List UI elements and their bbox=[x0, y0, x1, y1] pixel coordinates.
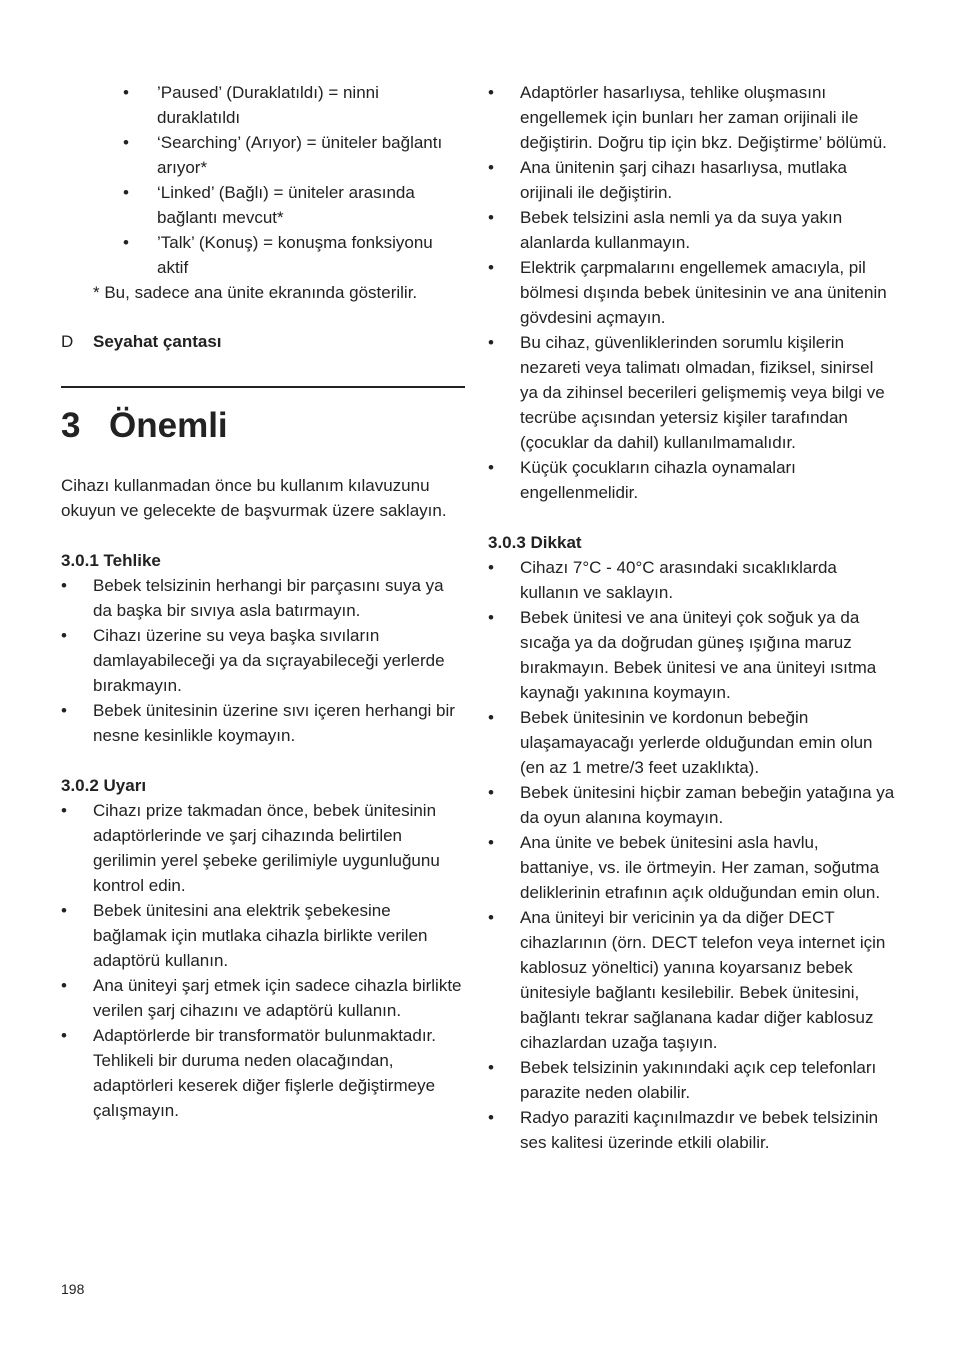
list-item: • Elektrik çarpmalarını engellemek amacıyla, pil bölmesi dışında bebek ünitesinin ve ana ünitenin gövdesini açmayın. bbox=[488, 255, 896, 330]
item-d-letter: D bbox=[61, 332, 74, 351]
danger-list bbox=[61, 573, 465, 748]
list-item: • Bebek ünitesinin ve kordonun bebeğin ulaşamayacağı yerlerde olduğundan emin olun (en az 1 metre/3 feet uzaklıkta). bbox=[488, 705, 896, 780]
list-item: • ’Paused’ (Duraklatıldı) = ninni duraklatıldı bbox=[123, 80, 465, 130]
list-item: • ’Talk’ (Konuş) = konuşma fonksiyonu aktif bbox=[123, 230, 465, 280]
list-item: • ‘Linked’ (Bağlı) = üniteler arasında bağlantı mevcut* bbox=[123, 180, 465, 230]
section-heading-danger: 3.0.1 Tehlike bbox=[61, 551, 161, 570]
caution-list bbox=[488, 555, 896, 1155]
intro-paragraph: Cihazı kullanmadan önce bu kullanım kılavuzunu okuyun ve gelecekte de başvurmak üzere saklayın. bbox=[61, 476, 447, 520]
chapter-title-text: Önemli bbox=[109, 406, 228, 445]
status-list bbox=[123, 80, 465, 280]
warning-list bbox=[61, 798, 465, 1123]
footnote: * Bu, sadece ana ünite ekranında gösterilir. bbox=[93, 283, 418, 302]
item-d bbox=[61, 329, 465, 354]
list-item: • Cihazı prize takmadan önce, bebek ünitesinin adaptörlerinde ve şarj cihazında belirtilen gerilimin yerel şebeke gerilimiyle uygunluğunu kontrol edin. bbox=[61, 798, 465, 898]
section-heading-warning: 3.0.2 Uyarı bbox=[61, 776, 147, 795]
left-column bbox=[61, 80, 465, 1123]
list-item: • Cihazı 7°C - 40°C arasındaki sıcaklıklarda kullanın ve saklayın. bbox=[488, 555, 896, 605]
list-item: • Bebek ünitesi ve ana üniteyi çok soğuk ya da sıcağa ya da doğrudan güneş ışığına maruz bırakmayın. Bebek ünitesi ve ana üniteyi ısıtma kaynağı yakınına koymayın. bbox=[488, 605, 896, 705]
list-item: • Bebek telsizinin yakınındaki açık cep telefonları parazite neden olabilir. bbox=[488, 1055, 896, 1105]
section-heading-caution: 3.0.3 Dikkat bbox=[488, 533, 582, 552]
list-item: • Adaptörlerde bir transformatör bulunmaktadır. Tehlikeli bir duruma neden olacağından, adaptörleri keserek diğer fişlerle değiştirmeye çalışmayın. bbox=[61, 1023, 465, 1123]
list-item: • Küçük çocukların cihazla oynamaları engellenmelidir. bbox=[488, 455, 896, 505]
right-column bbox=[488, 80, 896, 1155]
chapter-divider bbox=[61, 386, 465, 388]
list-item: • Cihazı üzerine su veya başka sıvıların damlayabileceği ya da sıçrayabileceği yerlerde bırakmayın. bbox=[61, 623, 465, 698]
page-number: 198 bbox=[61, 1281, 85, 1297]
list-item: • Radyo paraziti kaçınılmazdır ve bebek telsizinin ses kalitesi üzerinde etkili olabilir. bbox=[488, 1105, 896, 1155]
list-item: • Bebek telsizini asla nemli ya da suya yakın alanlarda kullanmayın. bbox=[488, 205, 896, 255]
list-item: • Ana ünitenin şarj cihazı hasarlıysa, mutlaka orijinali ile değiştirin. bbox=[488, 155, 896, 205]
list-item: • Bu cihaz, güvenliklerinden sorumlu kişilerin nezareti veya talimatı olmadan, fiziksel, sinirsel ya da zihinsel becerileri gelişmemiş veya bilgi ve tecrübe açısından yetersiz kişiler tarafından (çocuklar da dahil) kullanılmamalıdır. bbox=[488, 330, 896, 455]
list-item: • Bebek ünitesini hiçbir zaman bebeğin yatağına ya da oyun alanına koymayın. bbox=[488, 780, 896, 830]
list-item: • Bebek ünitesini ana elektrik şebekesine bağlamak için mutlaka cihazla birlikte verilen adaptörü kullanın. bbox=[61, 898, 465, 973]
item-d-label: Seyahat çantası bbox=[93, 332, 222, 351]
list-item: • Ana üniteyi bir vericinin ya da diğer DECT cihazlarının (örn. DECT telefon veya internet için kablosuz yöneltici) yanına koyarsanız bebek ünitesiyle bağlantı kesilebilir. Bebek ünitesini, bağlantı tekrar sağlanana kadar diğer kablosuz cihazlardan uzağa taşıyın. bbox=[488, 905, 896, 1055]
chapter-number: 3 bbox=[61, 406, 81, 445]
chapter-title bbox=[61, 406, 465, 446]
list-item: • Bebek ünitesinin üzerine sıvı içeren herhangi bir nesne kesinlikle koymayın. bbox=[61, 698, 465, 748]
warning-list-continued bbox=[488, 80, 896, 505]
list-item: • Adaptörler hasarlıysa, tehlike oluşmasını engellemek için bunları her zaman orijinali ile değiştirin. Doğru tip için bkz. Değiştirme’ bölümü. bbox=[488, 80, 896, 155]
list-item: • Ana ünite ve bebek ünitesini asla havlu, battaniye, vs. ile örtmeyin. Her zaman, soğutma deliklerinin etrafının açık olduğundan emin olun. bbox=[488, 830, 896, 905]
list-item: • Ana üniteyi şarj etmek için sadece cihazla birlikte verilen şarj cihazını ve adaptörü kullanın. bbox=[61, 973, 465, 1023]
list-item: • Bebek telsizinin herhangi bir parçasını suya ya da başka bir sıvıya asla batırmayın. bbox=[61, 573, 465, 623]
list-item: • ‘Searching’ (Arıyor) = üniteler bağlantı arıyor* bbox=[123, 130, 465, 180]
